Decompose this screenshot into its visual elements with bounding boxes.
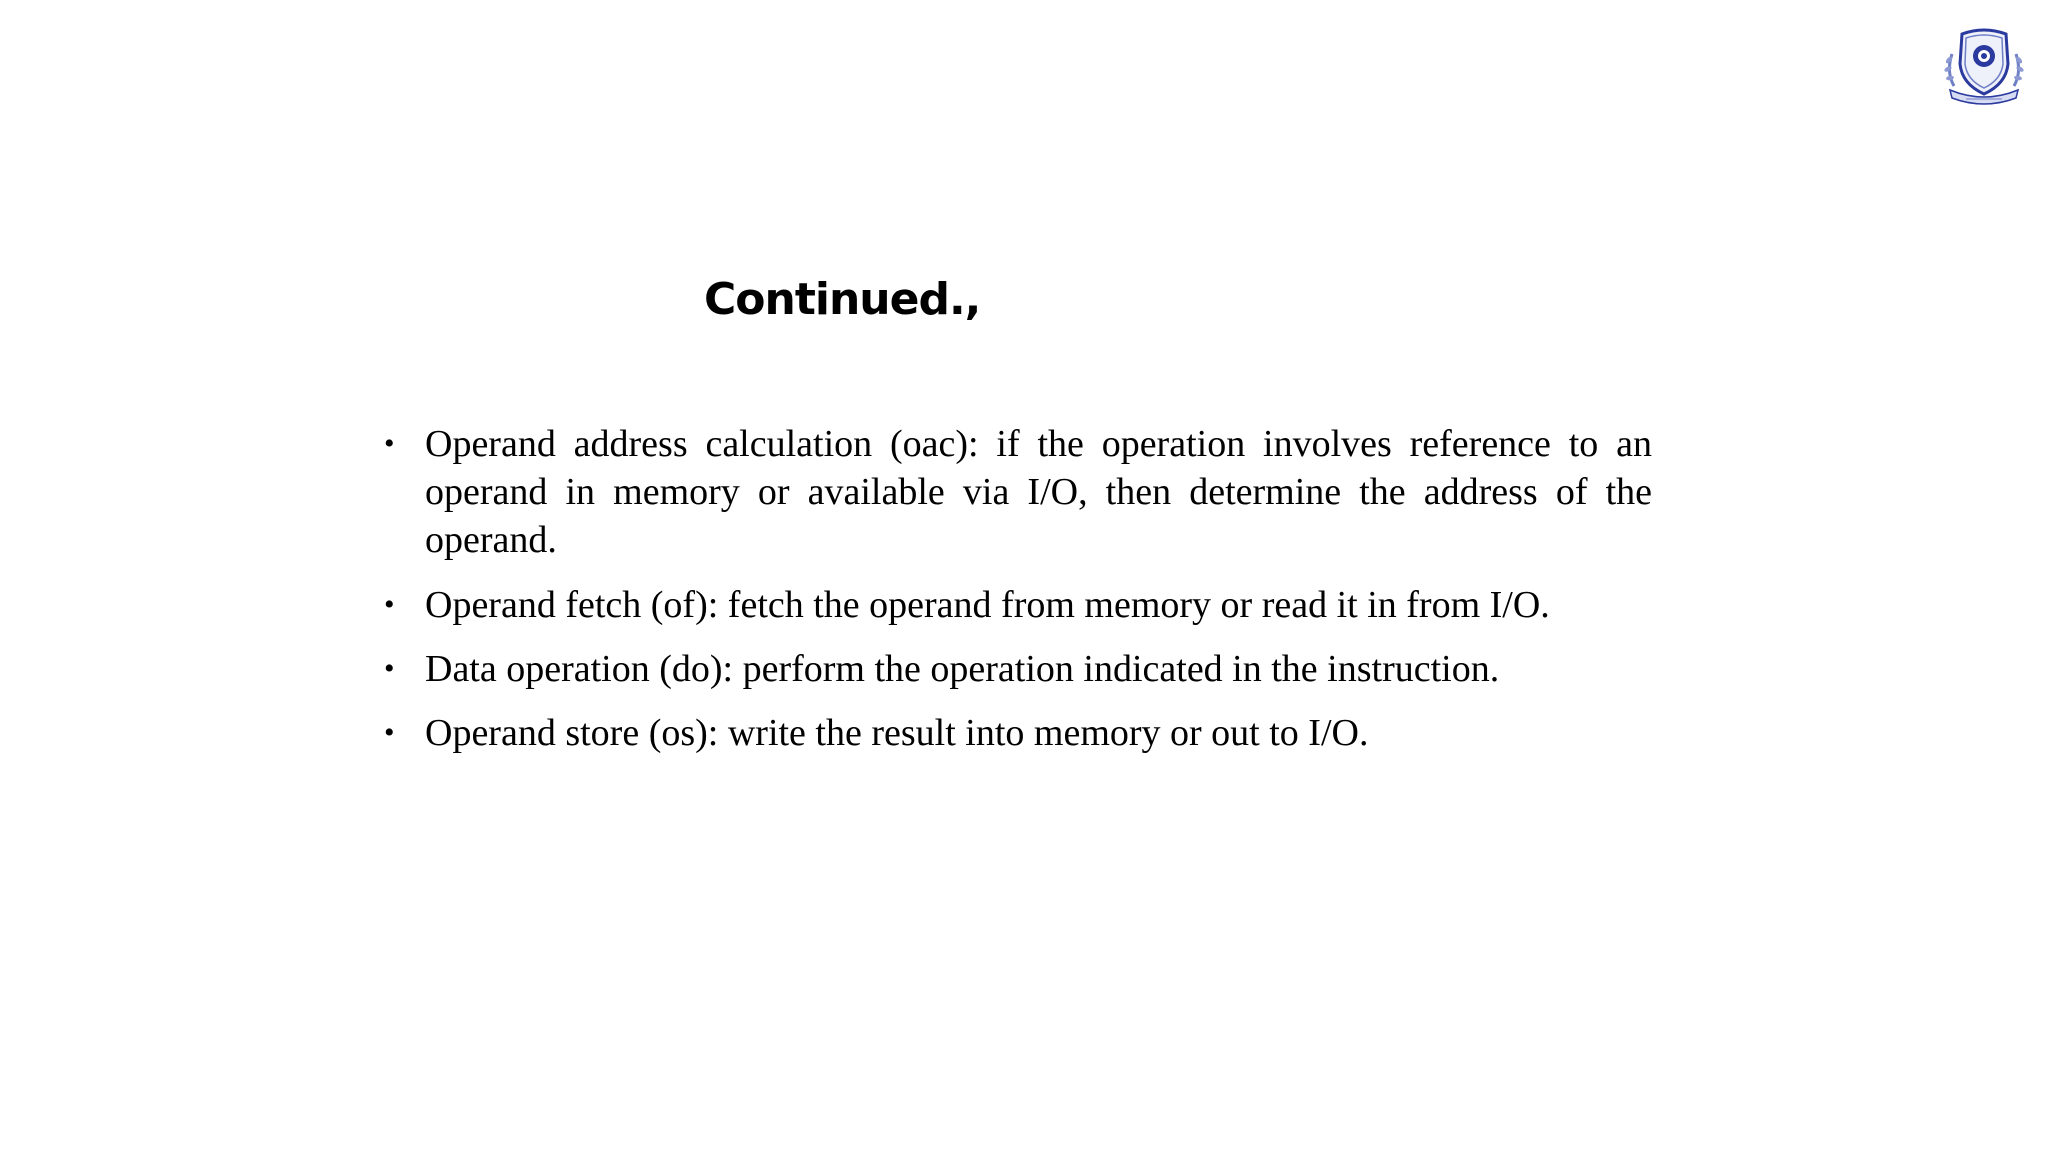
bullet-dot: • — [384, 427, 395, 460]
bullet-text: Operand store (os): write the result into memory or out to I/O. — [425, 712, 1369, 754]
institution-crest-icon — [1936, 24, 2032, 108]
bullet-text: Data operation (do): perform the operation indicated in the instruction. — [425, 648, 1500, 690]
bullet-text: Operand address calculation (oac): if the operation involves reference to an operand in memory or available via I/O, then determine the address of the operand. — [425, 423, 1652, 561]
bullet-item — [384, 420, 1652, 564]
bullet-item — [384, 581, 1652, 629]
bullet-item — [384, 645, 1652, 693]
slide-title: Continued., — [704, 274, 981, 325]
bullet-list — [384, 420, 1652, 773]
bullet-dot: • — [384, 588, 395, 621]
bullet-item — [384, 709, 1652, 757]
bullet-text: Operand fetch (of): fetch the operand from memory or read it in from I/O. — [425, 584, 1550, 626]
bullet-dot: • — [384, 652, 395, 685]
bullet-dot: • — [384, 716, 395, 749]
